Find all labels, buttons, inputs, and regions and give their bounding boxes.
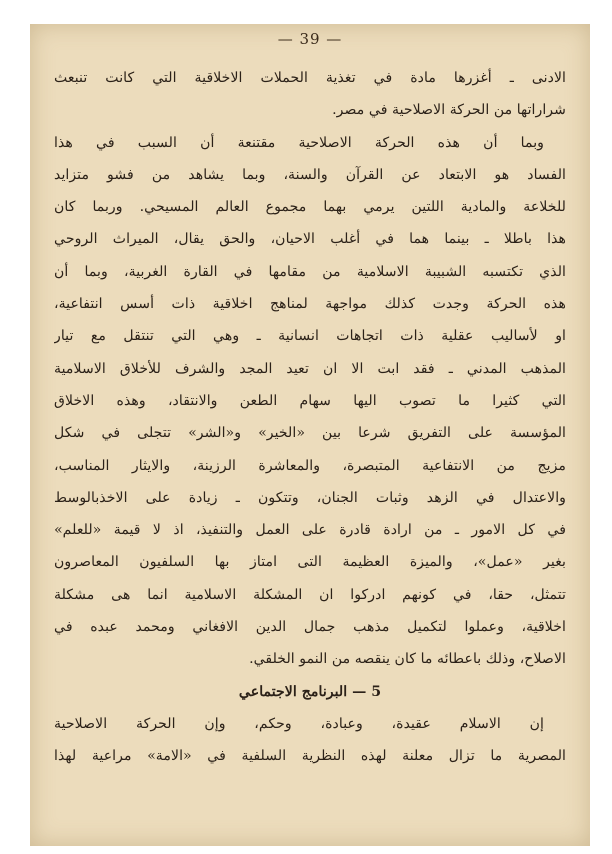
text-line: في كل الامور ـ من ارادة قادرة على العمل والتنفيذ، اذ لا قيمة «للعلم» — [54, 522, 566, 539]
text-line: هذه الحركة وجدت كذلك مواجهة لمناهج اخلاقية ذات أسس انتفاعية، — [54, 296, 566, 313]
text-line: المذهب المدني ـ فقد ابت الا ان تعيد المجد والشرف للأخلاق الاسلامية — [54, 360, 566, 377]
text-line: والاعتدال في الزهد وثبات الجنان، وتتكون ـ زيادة على الاخذبالوسط — [54, 489, 566, 506]
text-line: المؤسسة على التفريق شرعا بين «الخير» و«الشر» تتجلى في شكل — [54, 425, 566, 442]
text-line: الادنى ـ أغزرها مادة في تغذية الحملات الاخلاقية التي كانت تنبعث — [54, 70, 566, 86]
text-line: او لأساليب عقلية ذات اتجاهات انسانية ـ وهي التي تنتقل مع تيار — [54, 328, 566, 345]
text-line: للخلاعة والمادية اللتين يرمي بهما مجموع العالم المسيحي. وربما كان — [54, 199, 566, 216]
text-line: التي كثيرا ما تصوب اليها سهام الطعن والانتقاد، وهذه الاخلاق — [54, 392, 566, 409]
text-line: شراراتها من الحركة الاصلاحية في مصر. — [332, 102, 566, 119]
page-number: — 39 — — [277, 30, 343, 48]
text-line: بغير «عمل»، والميزة العظيمة التى امتاز بها السلفيون المعاصرون — [54, 554, 566, 571]
body-text — [54, 62, 566, 773]
text-line: الذي تكتسبه الشبيبة الاسلامية من مقامها في القارة الغربية، وبما أن — [54, 263, 566, 280]
book-page — [30, 24, 590, 846]
text-line: الاصلاح، وذلك باعطائه ما كان ينقصه من النمو الخلقي. — [249, 651, 566, 668]
text-line: هذا باطلا ـ بينما هما في أغلب الاحيان، والحق يقال، الميراث الروحي — [54, 231, 566, 248]
text-line: مزيج من الانتفاعية المتبصرة، والمعاشرة الرزينة، والايثار المناسب، — [54, 457, 566, 474]
text-line: وبما أن هذه الحركة الاصلاحية مقتنعة أن السبب في هذا — [54, 134, 544, 151]
text-line: المصرية ما تزال معلنة لهذه النظرية السلفية في «الامة» مراعية لهذا — [54, 748, 566, 765]
text-line: اخلاقية، وعملوا لتكميل مذهب جمال الدين الافغاني ومحمد عبده في — [54, 619, 566, 636]
text-line: تتمثل، حقا، في كونهم ادركوا ان المشكلة الاسلامية انما هى مشكلة — [54, 586, 566, 603]
section-heading: 5 — البرنامج الاجتماعي — [238, 683, 382, 700]
text-line: الفساد هو الابتعاد عن القرآن والسنة، وبما يشاهد من فشو متزايد — [54, 166, 566, 183]
text-line: إن الاسلام عقيدة، وعبادة، وحكم، وإن الحركة الاصلاحية — [54, 715, 544, 732]
